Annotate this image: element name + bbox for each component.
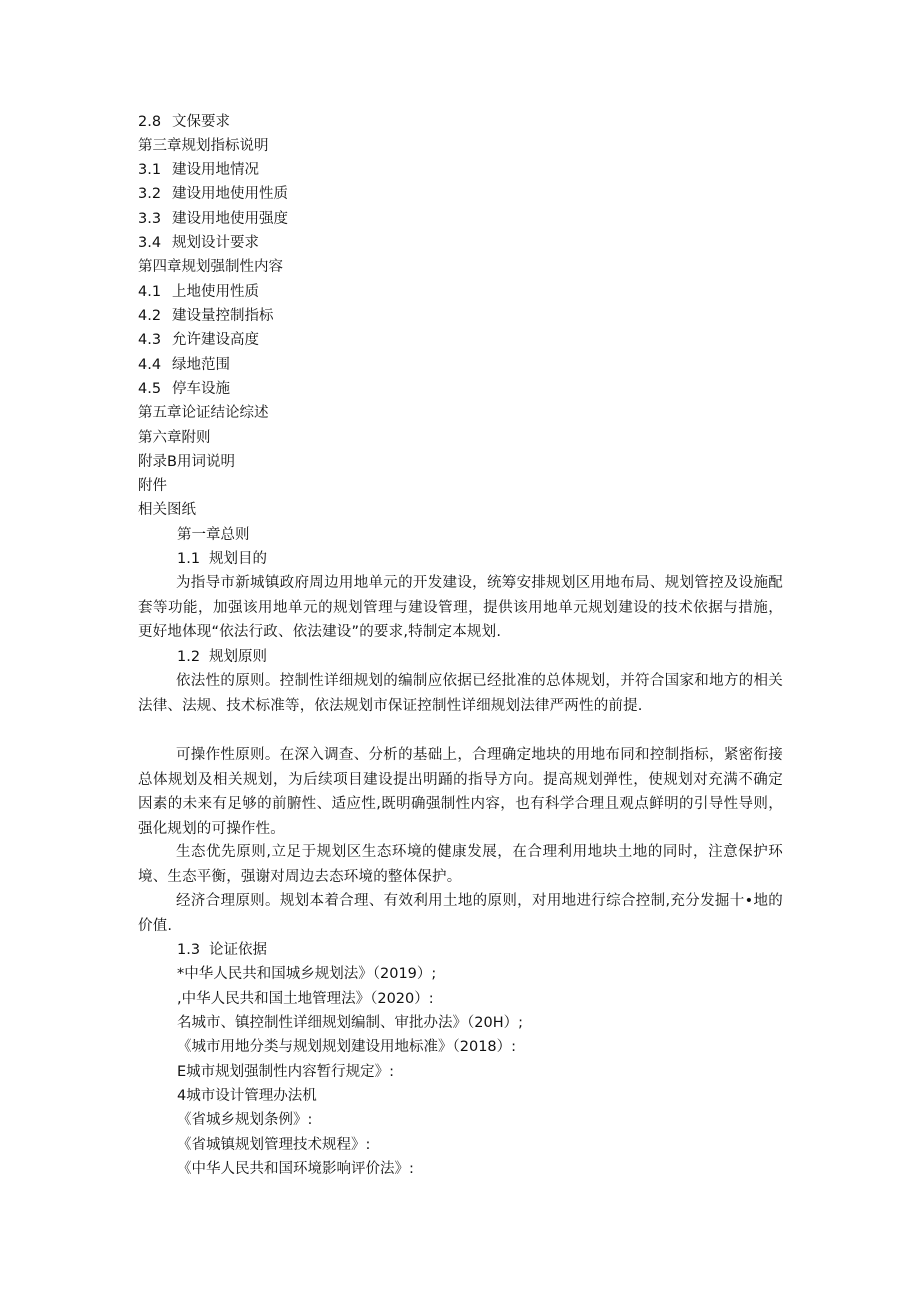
paragraph-economy-principle: 经济合理原则。规划本着合理、有效利用土地的原则，对用地进行综合控制,充分发掘十•地的价值. bbox=[138, 893, 783, 934]
reference-item: 《省城乡规划条例》: bbox=[177, 1112, 313, 1128]
reference-item: ,中华人民共和国土地管理法》（2020）: bbox=[177, 991, 434, 1007]
toc-text: 建设用地情况 bbox=[172, 162, 259, 178]
toc-text: 停车设施 bbox=[172, 381, 230, 397]
section-number: 1.3 bbox=[177, 942, 201, 958]
toc-chapter bbox=[138, 428, 211, 448]
toc-text: 文保要求 bbox=[172, 114, 230, 130]
reference-item: *中华人民共和国城乡规划法》（2019）; bbox=[177, 966, 437, 982]
toc-number: 4.3 bbox=[138, 332, 162, 348]
toc-text: 第三章规划指标说明 bbox=[138, 138, 269, 154]
toc-text: 建设用地使用性质 bbox=[172, 186, 288, 202]
section-title: 论证依据 bbox=[209, 942, 267, 958]
reference-item: 《中华人民共和国环境影响评价法》: bbox=[177, 1161, 414, 1177]
section-heading bbox=[177, 549, 267, 569]
toc-number: 3.2 bbox=[138, 186, 162, 202]
paragraph-operability-principle: 可操作性原则。在深入调查、分析的基础上，合理确定地块的用地布同和控制指标，紧密衔接总体规划及相关规划，为后续项目建设提出明踊的指导方向。提高规划弹性，使规划对充满不确定因素的未来有足够的前腑性、适应性,既明确强制性内容，也有科学合理且观点鲜明的引导性导则，强化规划的可操作性。 bbox=[138, 747, 783, 837]
toc-number: 4.1 bbox=[138, 284, 162, 300]
toc-item bbox=[138, 306, 274, 326]
section-number: 1.2 bbox=[177, 649, 201, 665]
toc-item bbox=[138, 160, 259, 180]
toc-chapter bbox=[138, 500, 196, 520]
toc-text: 允许建设高度 bbox=[172, 332, 259, 348]
toc-number: 3.1 bbox=[138, 162, 162, 178]
chapter-title: 第一章总则 bbox=[177, 527, 250, 543]
reference-item: 名城市、镇控制性详细规划编制、审批办法》（20H）; bbox=[177, 1015, 523, 1031]
paragraph-purpose: 为指导市新城镇政府周边用地单元的开发建设，统筹安排规划区用地布局、规划管控及设施配套等功能，加强该用地单元的规划管理与建设管理，提供该用地单元规划建设的技术依据与措施，更好地体现“依法行政、依法建设”的要求,特制定本规划. bbox=[138, 575, 783, 640]
toc-number: 2.8 bbox=[138, 114, 162, 130]
toc-number: 4.2 bbox=[138, 308, 162, 324]
section-heading bbox=[177, 647, 267, 667]
reference-item: E城市规划强制性内容暂行规定》: bbox=[177, 1064, 395, 1080]
toc-chapter bbox=[138, 257, 283, 277]
toc-item bbox=[138, 233, 259, 253]
reference-item: 《省城镇规划管理技术规程》: bbox=[177, 1137, 371, 1153]
section-title: 规划目的 bbox=[209, 551, 267, 567]
toc-text: 附录B用词说明 bbox=[138, 454, 235, 470]
toc-text: 绿地范围 bbox=[172, 357, 230, 373]
toc-item bbox=[138, 112, 230, 132]
toc-item bbox=[138, 379, 230, 399]
section-title: 规划原则 bbox=[209, 649, 267, 665]
toc-text: 建设量控制指标 bbox=[172, 308, 274, 324]
toc-number: 4.5 bbox=[138, 381, 162, 397]
toc-text: 第四章规划强制性内容 bbox=[138, 259, 283, 275]
reference-item: 《城市用地分类与规划规划建设用地标准》（2018）: bbox=[177, 1039, 517, 1055]
toc-chapter bbox=[138, 476, 167, 496]
toc-text: 第六章附则 bbox=[138, 430, 211, 446]
toc-text: 规划设计要求 bbox=[172, 235, 259, 251]
toc-chapter bbox=[138, 452, 235, 472]
reference-item: 4城市设计管理办法机 bbox=[177, 1088, 317, 1104]
toc-item bbox=[138, 330, 259, 350]
toc-text: 上地使用性质 bbox=[172, 284, 259, 300]
toc-item bbox=[138, 209, 288, 229]
toc-chapter bbox=[138, 403, 269, 423]
toc-item bbox=[138, 355, 230, 375]
toc-text: 附件 bbox=[138, 478, 167, 494]
toc-number: 4.4 bbox=[138, 357, 162, 373]
toc-item bbox=[138, 184, 288, 204]
toc-text: 相关图纸 bbox=[138, 502, 196, 518]
paragraph-legal-principle: 依法性的原则。控制性详细规划的编制应依据已经批准的总体规划，并符合国家和地方的相关法律、法规、技术标准等，依法规划市保证控制性详细规划法律严两性的前提. bbox=[138, 673, 783, 714]
toc-number: 3.3 bbox=[138, 211, 162, 227]
toc-text: 第五章论证结论综述 bbox=[138, 405, 269, 421]
section-heading bbox=[177, 940, 267, 960]
toc-chapter bbox=[138, 136, 269, 156]
toc-item bbox=[138, 282, 259, 302]
toc-number: 3.4 bbox=[138, 235, 162, 251]
paragraph-ecology-principle: 生态优先原则,立足于规划区生态环境的健康发展，在合理利用地块土地的同时，注意保护环境、生态平衡，强谢对周边去态环境的整体保护。 bbox=[138, 844, 783, 885]
toc-text: 建设用地使用强度 bbox=[172, 211, 288, 227]
section-number: 1.1 bbox=[177, 551, 201, 567]
